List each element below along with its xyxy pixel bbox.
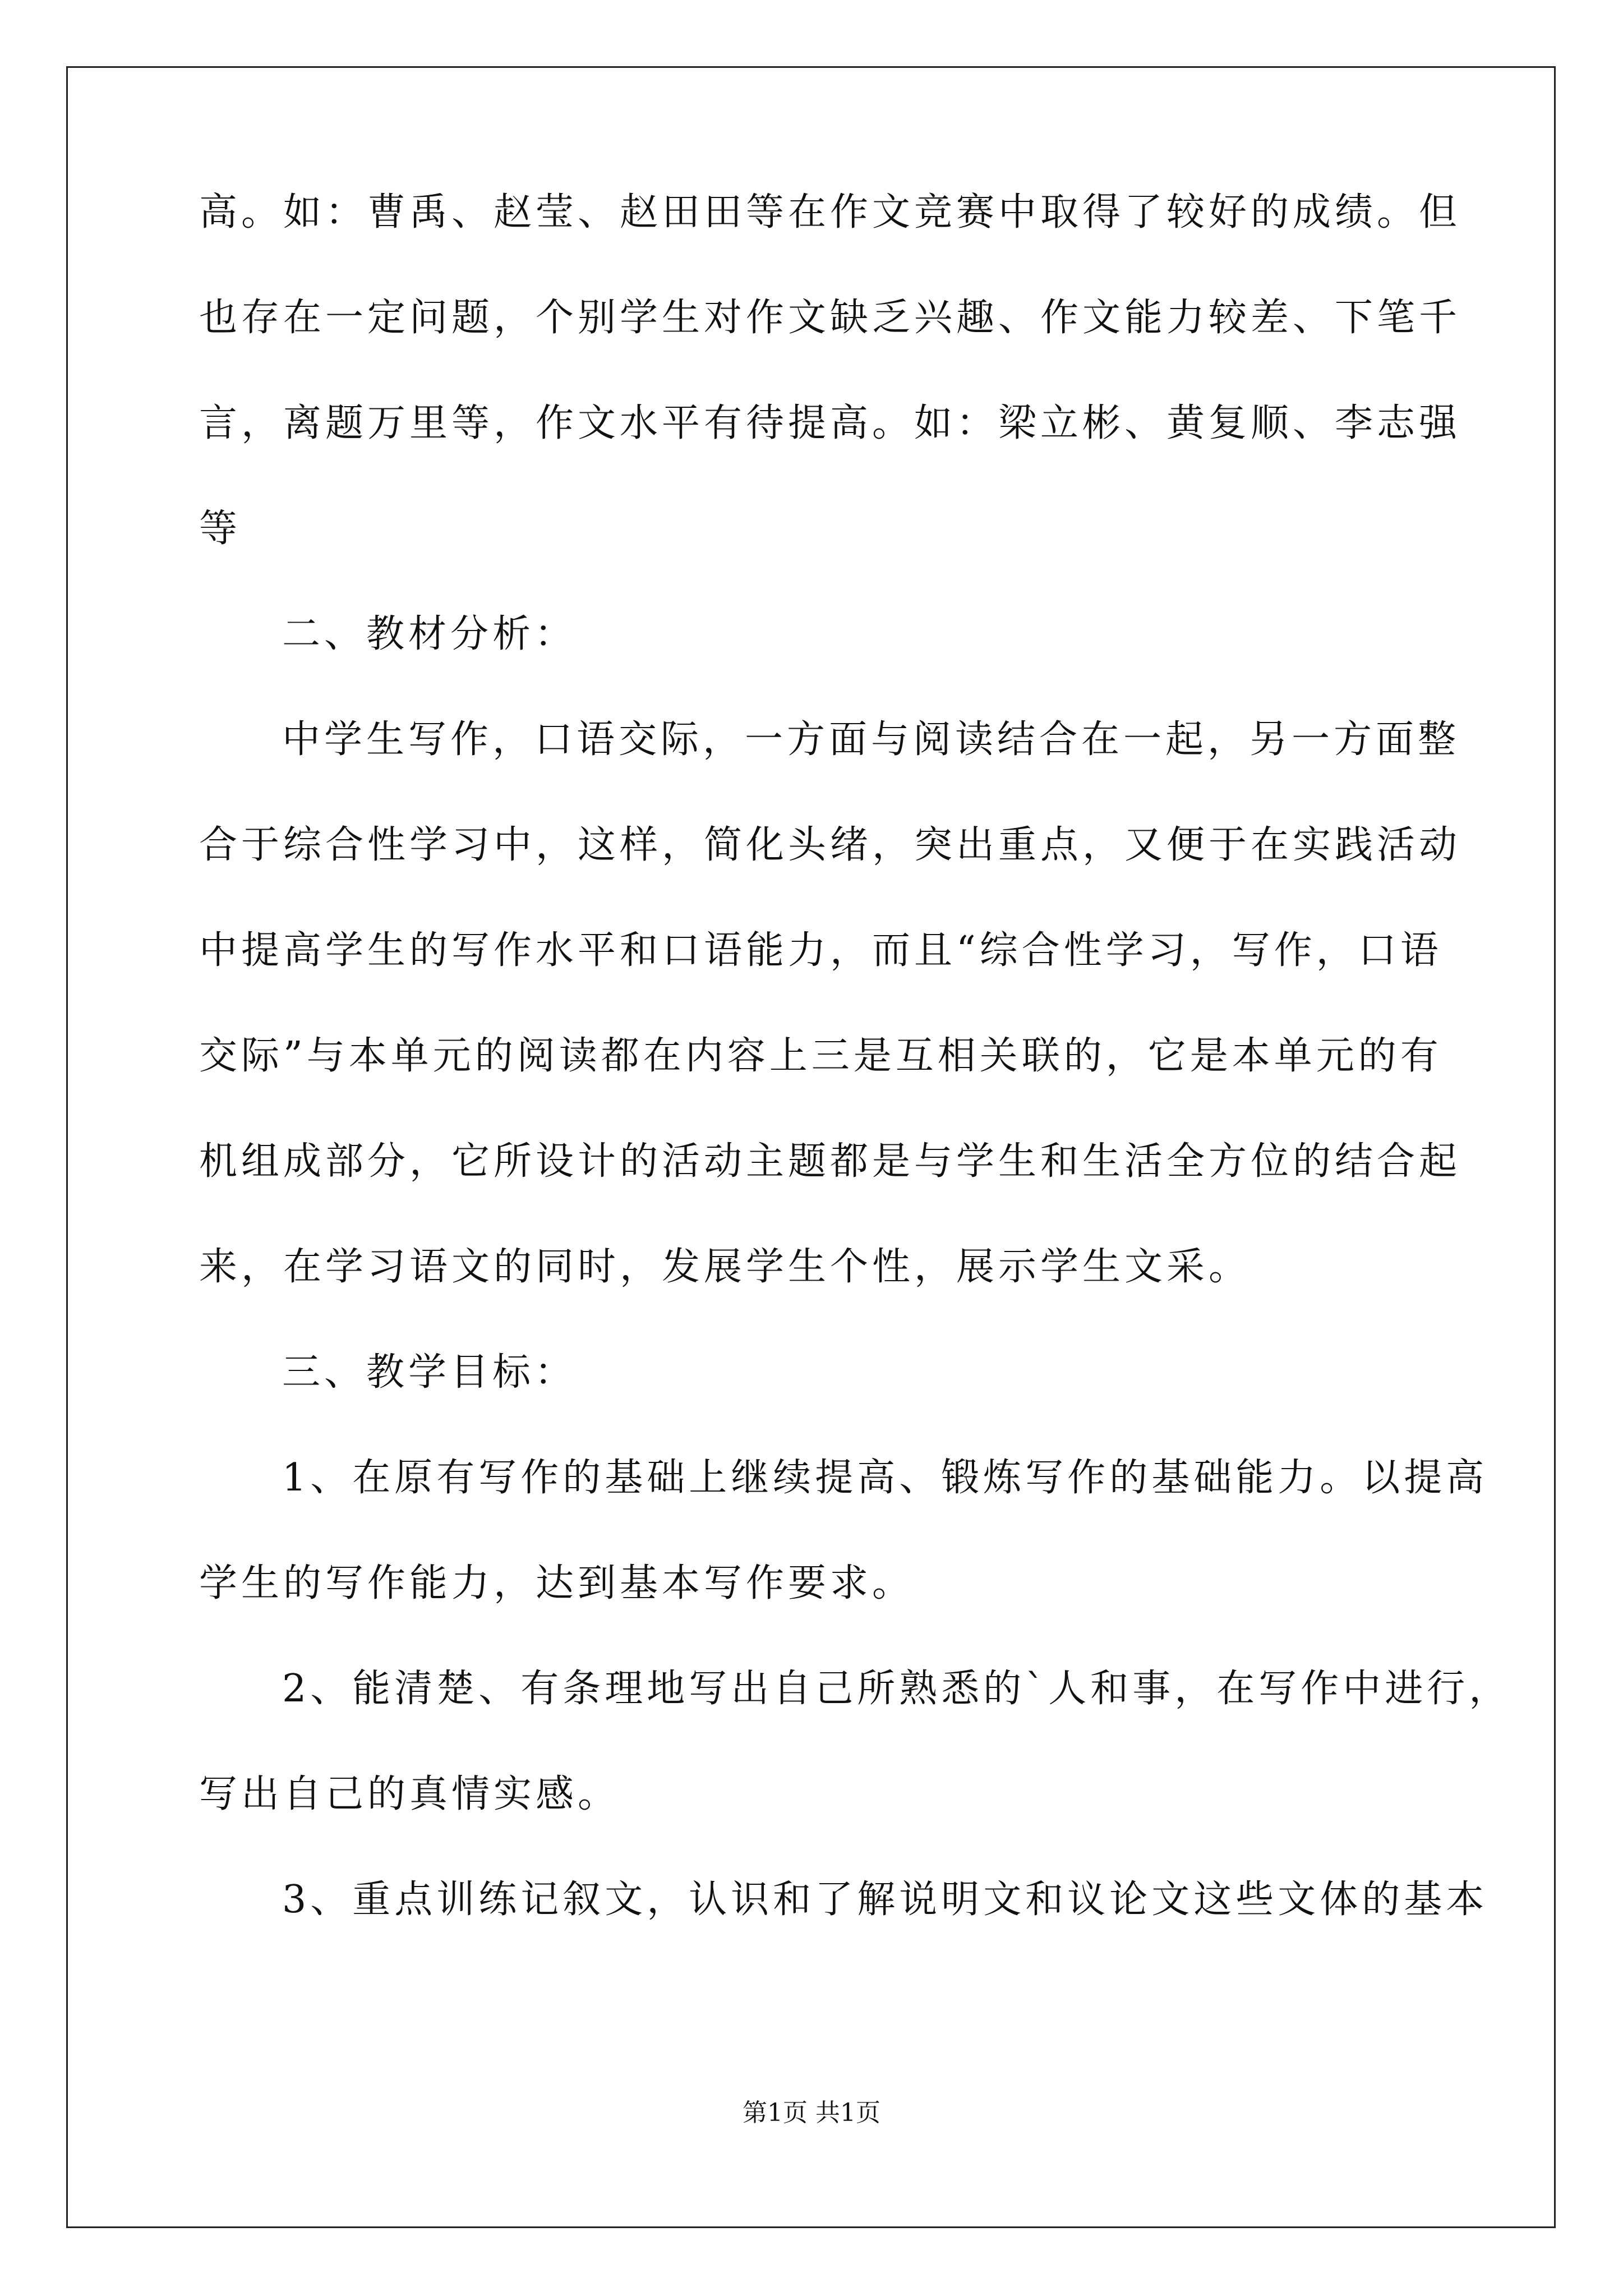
text-line: 机组成部分，它所设计的活动主题都是与学生和生活全方位的结合起: [199, 1139, 1461, 1184]
text-line: 也存在一定问题，个别学生对作文缺乏兴趣、作文能力较差、下笔千: [199, 296, 1461, 340]
text-line: 3、重点训练记叙文，认识和了解说明文和议论文这些文体的基本: [282, 1878, 1488, 1922]
page-number-footer: 第1页 共1页: [743, 2099, 880, 2127]
text-line: 交际”与本单元的阅读都在内容上三是互相关联的，它是本单元的有: [199, 1034, 1442, 1078]
section-heading: 三、教学目标：: [282, 1350, 577, 1395]
text-line: 2、能清楚、有条理地写出自己所熟悉的`人和事，在写作中进行，: [282, 1667, 1511, 1711]
text-line: 中提高学生的写作水平和口语能力，而且“综合性学习，写作，口语: [199, 928, 1442, 973]
text-line: 言，离题万里等，作文水平有待提高。如：梁立彬、黄复顺、李志强: [199, 401, 1461, 445]
text-line: 1、在原有写作的基础上继续提高、锻炼写作的基础能力。以提高: [282, 1456, 1488, 1500]
text-line: 中学生写作，口语交际，一方面与阅读结合在一起，另一方面整: [282, 717, 1460, 762]
text-line: 高。如：曹禹、赵莹、赵田田等在作文竞赛中取得了较好的成绩。但: [199, 190, 1461, 234]
text-line: 写出自己的真情实感。: [199, 1772, 620, 1816]
section-heading: 二、教材分析：: [282, 612, 577, 656]
text-line: 等: [199, 507, 242, 551]
text-line: 学生的写作能力，达到基本写作要求。: [199, 1561, 915, 1605]
text-line: 来，在学习语文的同时，发展学生个性，展示学生文采。: [199, 1245, 1251, 1289]
text-line: 合于综合性学习中，这样，简化头绪，突出重点，又便于在实践活动: [199, 823, 1461, 867]
